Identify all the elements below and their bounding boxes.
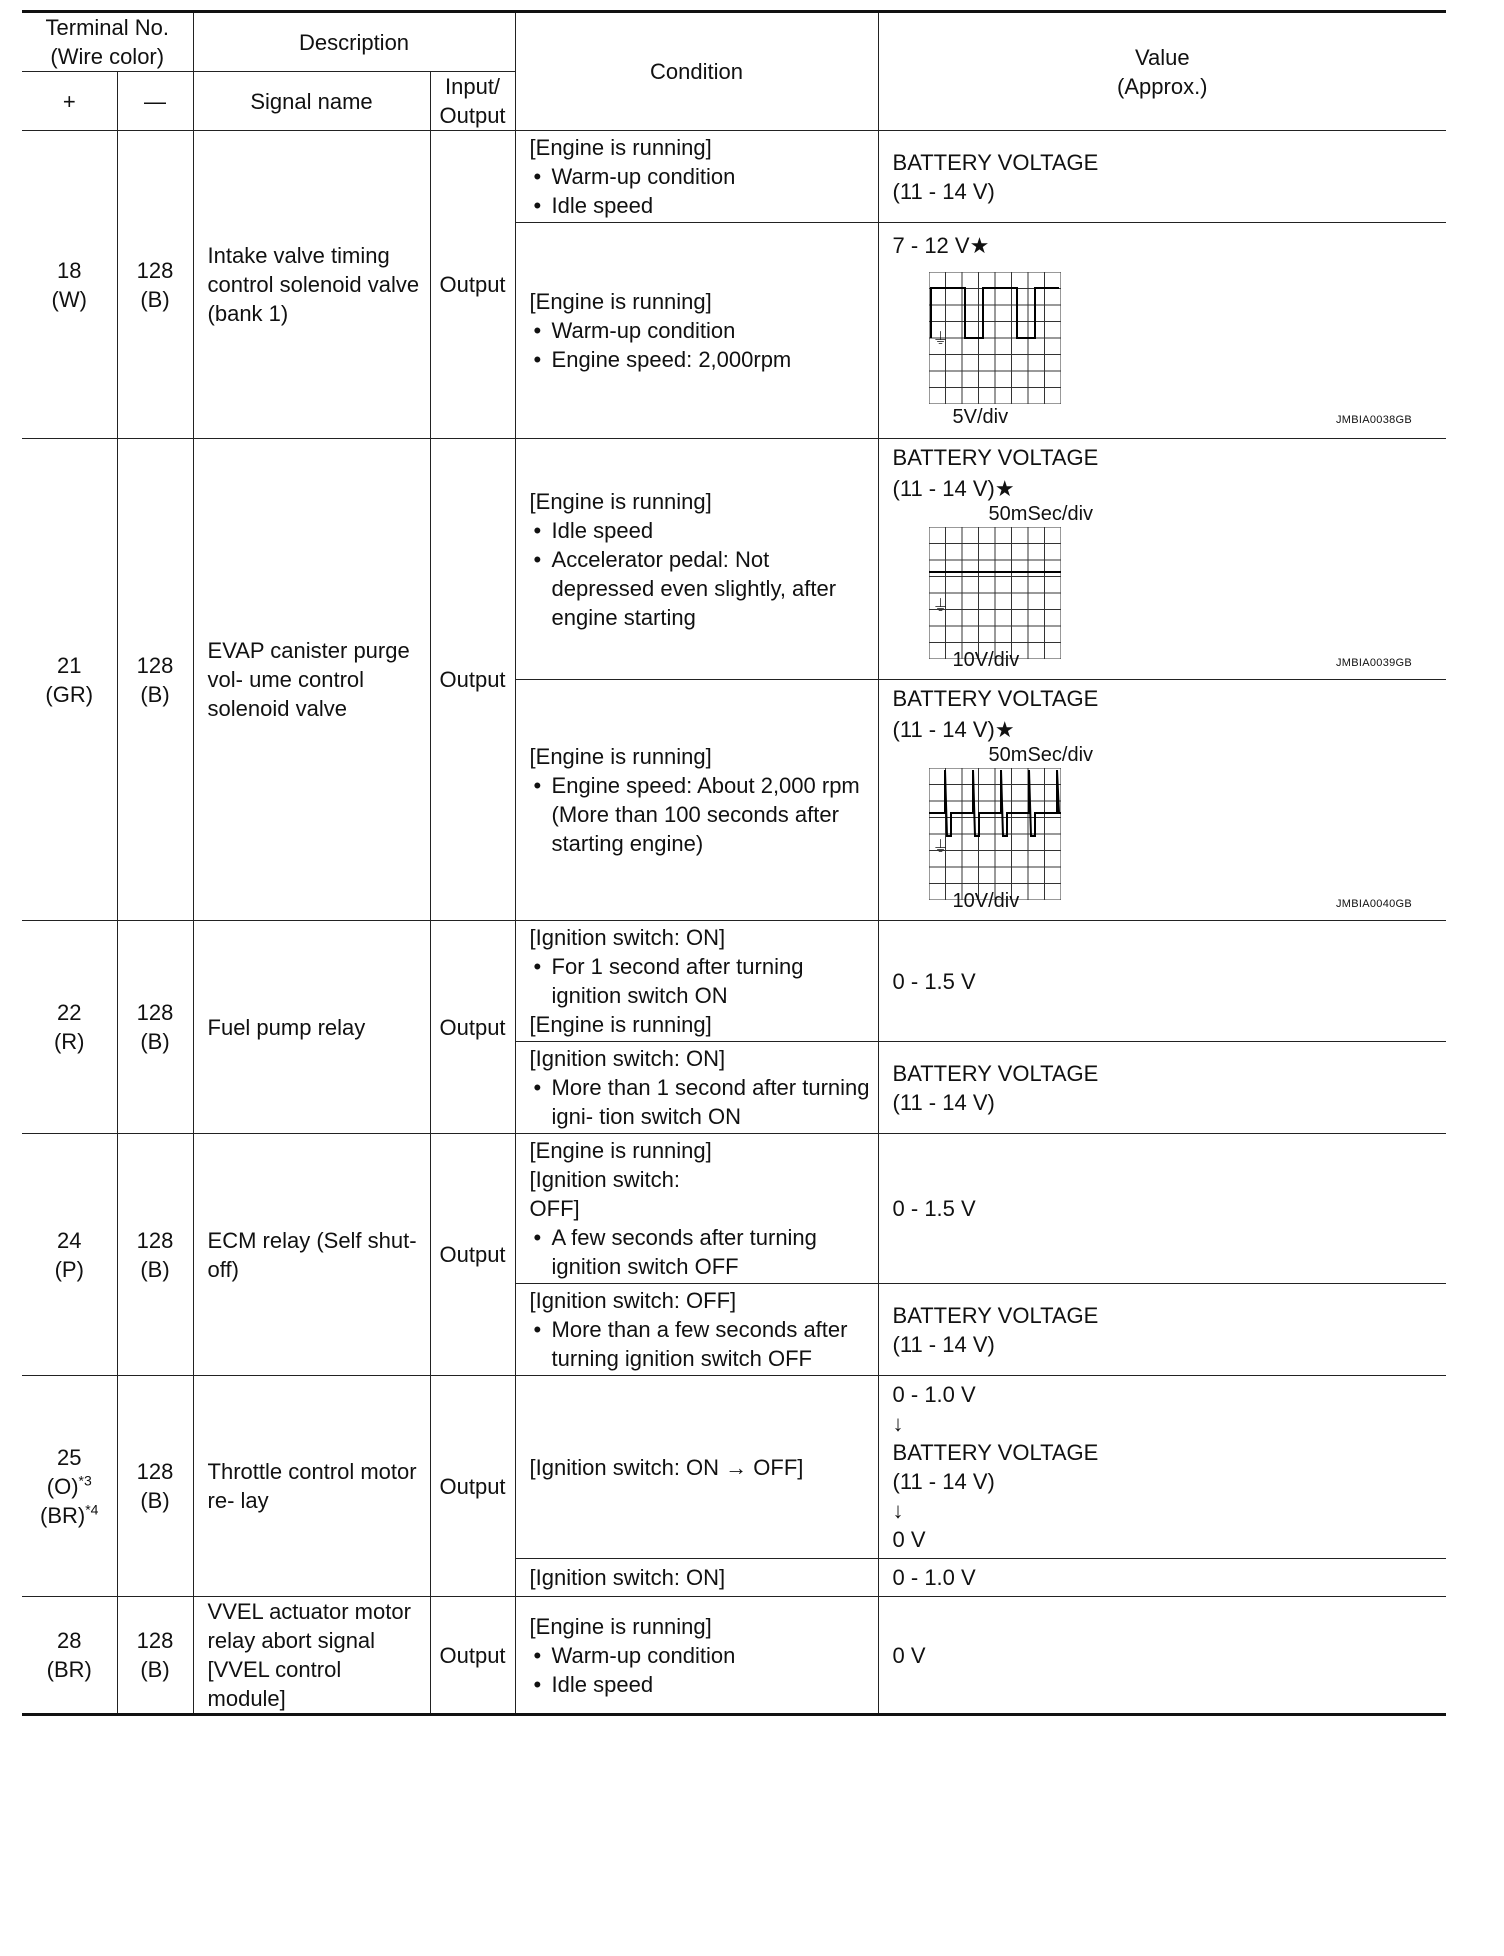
condition-list [530,952,870,1010]
ground-icon: ⏚ [932,598,949,615]
header-io [430,72,515,131]
header-condition: Condition [515,12,878,131]
terminal-minus [117,1134,193,1376]
wire-color: (B) [140,681,170,707]
terminal-number: 25 [57,1444,82,1470]
figure-code: JMBIA0039GB [1335,657,1413,669]
condition-head: [Engine is running] [Ignition switch: OFF] [529,1138,712,1221]
oscilloscope-figure [893,503,1439,675]
condition-item: • For 1 second after turning ignition switch ON [530,952,870,1010]
terminal-number: 21 [57,652,82,678]
terminal-minus [117,921,193,1134]
terminal-plus [22,1376,117,1597]
io-type: Output [430,1376,515,1597]
condition-head: [Engine is running] [529,289,712,314]
header-plus: + [22,72,117,131]
value-line: (11 - 14 V) [892,1469,995,1494]
wire-color: (B) [140,1488,170,1513]
io-type: Output [430,131,515,439]
wire-color: (GR) [45,681,94,707]
wire-color: (B) [140,1029,170,1054]
header-value-line1: Value [1134,44,1190,70]
wire-color: $(O)^{*3}$ (BR)$^{*4}$ [40,1472,99,1528]
condition-list [530,1315,870,1373]
wire-color: (B) [140,1256,170,1282]
signal-name: Throttle control motor re- lay [193,1376,430,1597]
condition-head: [Ignition switch: ON] [529,1046,726,1071]
condition-list [530,1223,870,1281]
condition-list [530,1073,870,1131]
terminal-number: 128 [136,652,174,678]
condition-item: • Idle speed [530,516,870,545]
oscilloscope-figure [893,744,1439,916]
value-line: (11 - 14 V)★ [892,476,1015,501]
terminal-plus [22,1134,117,1376]
condition-item: • More than a few seconds after turning ignition switch OFF [530,1315,870,1373]
value-line: 0 - 1.5 V [892,968,976,994]
io-type: Output [430,1134,515,1376]
condition-list [530,771,870,858]
condition-head: [Ignition switch: ON] [529,925,726,950]
figure-code: JMBIA0040GB [1335,898,1413,910]
value-line: 0 - 1.5 V [892,1196,976,1221]
header-value [878,12,1446,131]
header-signal-name: Signal name [193,72,430,131]
terminal-number: 28 [57,1628,82,1653]
terminal-table [22,10,1446,1716]
condition-cell [515,921,878,1042]
value-line: (11 - 14 V) [892,178,995,204]
wire-color: (BR) [46,1657,92,1682]
value-line: BATTERY VOLTAGE [892,149,1099,175]
value-cell [878,1042,1446,1134]
io-type: Output [430,439,515,921]
signal-name: Intake valve timing control solenoid valve (bank 1) [193,131,430,439]
condition-head: [Engine is running] [529,1613,712,1639]
signal-name: EVAP canister purge vol- ume control solenoid valve [193,439,430,921]
value-line: 0 V [892,1527,926,1552]
wire-color: (B) [140,286,170,312]
terminal-plus [22,1597,117,1715]
value-cell: 0 - 1.0 V [878,1559,1446,1597]
terminal-number: 128 [136,1459,174,1484]
condition-cell [515,131,878,223]
wire-color: (P) [54,1256,84,1282]
header-value-line2: (Approx.) [1117,73,1208,99]
terminal-minus [117,1376,193,1597]
condition-item: • Warm-up condition [530,162,870,191]
condition-list [530,316,870,374]
signal-name: VVEL actuator motor relay abort signal [VVEL control module] [193,1597,430,1715]
ground-icon: ⏚ [932,331,949,348]
volt-div-label: 10V/div [952,890,1020,912]
value-line: BATTERY VOLTAGE [892,1302,1099,1328]
condition-item: • Engine speed: About 2,000 rpm (More than 100 seconds after starting engine) [530,771,870,858]
condition-cell [515,1134,878,1284]
condition-cell [515,1284,878,1376]
value-line: BATTERY VOLTAGE [892,1440,1099,1465]
value-cell [878,1376,1446,1559]
condition-head: [Engine is running] [529,135,712,160]
wire-color: (R) [53,1029,85,1054]
condition-item: • Engine speed: 2,000rpm [530,345,870,374]
header-terminal-line2: (Wire color) [50,44,165,69]
condition-item: • Warm-up condition [530,316,870,345]
condition-head: [Engine is running] [529,488,712,514]
signal-name: Fuel pump relay [193,921,430,1134]
terminal-number: 128 [136,1628,174,1653]
value-line: BATTERY VOLTAGE [892,445,1099,470]
io-type: Output [430,921,515,1134]
figure-code: JMBIA0038GB [1335,414,1413,426]
value-cell [878,1134,1446,1284]
oscilloscope-waveform [929,527,1061,659]
terminal-number: 128 [136,1000,174,1025]
header-io-line1: Input/ [445,74,501,99]
oscilloscope-figure [893,260,1439,432]
oscilloscope-waveform [929,768,1061,900]
condition-cell [515,1042,878,1134]
condition-cell [515,223,878,439]
condition-item: • Warm-up condition [530,1641,870,1670]
wire-color: (B) [140,1657,170,1682]
value-line: (11 - 14 V) [892,1089,995,1115]
wire-color: (W) [51,286,87,312]
condition-item: • More than 1 second after turning igni- tion switch ON [530,1073,870,1131]
condition-head: [Ignition switch: OFF] [529,1288,737,1313]
value-cell: 0 V [878,1597,1446,1715]
value-cell [878,921,1446,1042]
value-cell [878,223,1446,439]
terminal-plus [22,921,117,1134]
time-div-label: 50mSec/div [988,744,1094,766]
arrow-down-icon: ↓ [892,1498,904,1523]
terminal-number: 22 [57,1000,82,1025]
condition-item: • Idle speed [530,1670,870,1699]
condition-list [530,1641,870,1699]
io-type: Output [430,1597,515,1715]
terminal-minus [117,131,193,439]
condition-cell: [Ignition switch: ON → OFF] [515,1376,878,1559]
volt-div-label: 10V/div [952,649,1020,671]
terminal-number: 24 [57,1227,82,1253]
terminal-number: 18 [57,257,82,283]
terminal-minus [117,1597,193,1715]
time-div-label: 50mSec/div [988,503,1094,525]
value-line: 0 - 1.0 V [892,1382,976,1407]
condition-list [530,516,870,632]
arrow-down-icon: ↓ [892,1411,904,1436]
header-description: Description [193,12,515,72]
terminal-number: 128 [136,1227,174,1253]
value-cell [878,680,1446,921]
value-cell [878,131,1446,223]
value-line: BATTERY VOLTAGE [892,686,1099,711]
value-cell [878,439,1446,680]
value-line: (11 - 14 V) [892,1331,995,1357]
header-minus: — [117,72,193,131]
condition-cell [515,680,878,921]
condition-head: [Engine is running] [529,744,712,769]
condition-list [530,162,870,220]
condition-cell [515,439,878,680]
value-line: 7 - 12 V★ [892,233,990,258]
ground-icon: ⏚ [932,839,949,856]
terminal-plus [22,439,117,921]
header-terminal [22,12,193,72]
header-io-line2: Output [439,103,506,128]
terminal-minus [117,439,193,921]
condition-cell [515,1597,878,1715]
condition-tail: [Engine is running] [529,1012,712,1037]
terminal-number: 128 [136,257,174,283]
terminal-plus [22,131,117,439]
value-cell [878,1284,1446,1376]
volt-div-label: 5V/div [952,406,1009,428]
condition-item: • Accelerator pedal: Not depressed even slightly, after engine starting [530,545,870,632]
signal-name: ECM relay (Self shut-off) [193,1134,430,1376]
condition-item: • Idle speed [530,191,870,220]
value-line: BATTERY VOLTAGE [892,1060,1099,1086]
value-line: (11 - 14 V)★ [892,717,1015,742]
condition-item: • A few seconds after turning ignition switch OFF [530,1223,870,1281]
header-terminal-line1: Terminal No. [45,15,169,40]
condition-cell: [Ignition switch: ON] [515,1559,878,1597]
